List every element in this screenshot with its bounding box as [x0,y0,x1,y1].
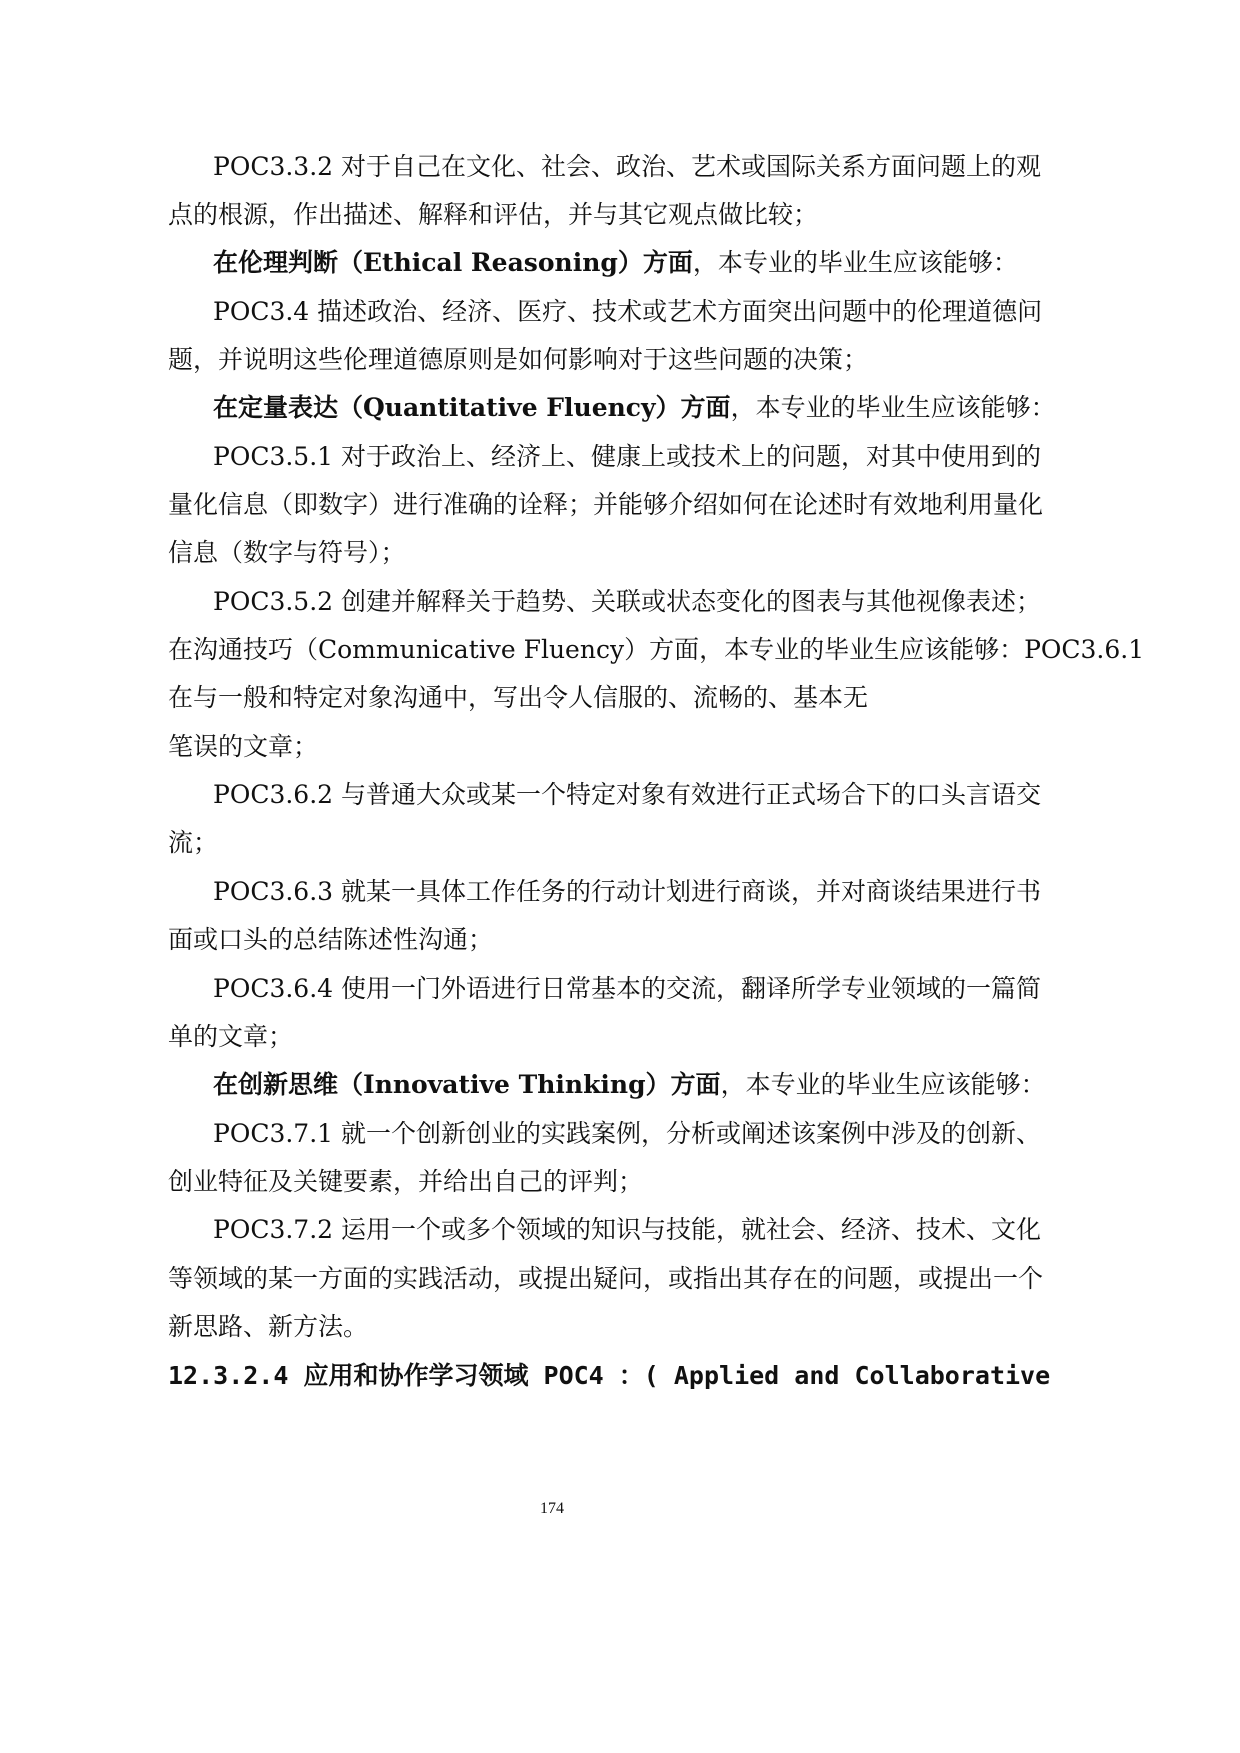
paragraph-poc371-line1: POC3.7.1 就一个创新创业的实践案例，分析或阐述该案例中涉及的创新、 [213,1119,1042,1148]
ethical-reasoning-intro: ，本专业的毕业生应该能够： [692,248,1018,277]
communicative-fluency-line3: 笔误的文章； [168,732,319,761]
paragraph-poc351-line2: 量化信息（即数字）进行准确的诠释；并能够介绍如何在论述时有效地利用量化 [168,490,1044,519]
paragraph-poc372-line1: POC3.7.2 运用一个或多个领域的知识与技能，就社会、经济、技术、文化 [213,1215,1042,1244]
ethical-reasoning-title: 在伦理判断（Ethical Reasoning）方面 [213,248,693,277]
quantitative-fluency-title: 在定量表达（Quantitative Fluency）方面 [213,393,731,422]
quantitative-fluency-heading [213,393,1056,423]
paragraph-poc34-line1: POC3.4 描述政治、经济、医疗、技术或艺术方面突出问题中的伦理道德问 [213,297,1043,326]
paragraph-poc352-line1: POC3.5.2 创建并解释关于趋势、关联或状态变化的图表与其他视像表述； [213,587,1042,616]
page-number: 174 [540,1500,564,1517]
paragraph-poc362-line1: POC3.6.2 与普通大众或某一个特定对象有效进行正式场合下的口头言语交 [213,780,1042,809]
paragraph-poc372-line2: 等领域的某一方面的实践活动，或提出疑问，或指出其存在的问题，或提出一个 [168,1264,1044,1293]
paragraph-poc332-line2: 点的根源，作出描述、解释和评估，并与其它观点做比较； [168,200,819,229]
section-heading-12-3-2-4: 12.3.2.4 应用和协作学习领域 POC4 ：( Applied and Collaborative [168,1361,1051,1390]
innovative-thinking-heading [213,1070,1046,1100]
paragraph-poc364-line1: POC3.6.4 使用一门外语进行日常基本的交流，翻译所学专业领域的一篇简 [213,974,1042,1003]
paragraph-poc351-line1: POC3.5.1 对于政治上、经济上、健康上或技术上的问题，对其中使用到的 [213,442,1042,471]
innovative-thinking-title: 在创新思维（Innovative Thinking）方面 [213,1070,721,1099]
paragraph-poc372-line3: 新思路、新方法。 [168,1312,369,1341]
paragraph-poc351-line3: 信息（数字与符号）； [168,538,406,567]
paragraph-poc332-line1: POC3.3.2 对于自己在文化、社会、政治、艺术或国际关系方面问题上的观 [213,152,1042,181]
paragraph-poc364-line2: 单的文章； [168,1022,294,1051]
ethical-reasoning-heading [213,248,1018,278]
paragraph-poc363-line1: POC3.6.3 就某一具体工作任务的行动计划进行商谈，并对商谈结果进行书 [213,877,1042,906]
paragraph-poc371-line2: 创业特征及关键要素，并给出自己的评判； [168,1167,644,1196]
paragraph-poc34-line2: 题，并说明这些伦理道德原则是如何影响对于这些问题的决策； [168,345,869,374]
communicative-fluency-line1: 在沟通技巧（Communicative Fluency）方面，本专业的毕业生应该能够：POC3.6.1 [168,635,1145,664]
quantitative-fluency-intro: ，本专业的毕业生应该能够： [730,393,1056,422]
paragraph-poc363-line2: 面或口头的总结陈述性沟通； [168,925,494,954]
paragraph-poc362-line2: 流； [168,828,219,857]
communicative-fluency-line2: 在与一般和特定对象沟通中，写出令人信服的、流畅的、基本无 [168,683,869,712]
innovative-thinking-intro: ，本专业的毕业生应该能够： [720,1070,1046,1099]
